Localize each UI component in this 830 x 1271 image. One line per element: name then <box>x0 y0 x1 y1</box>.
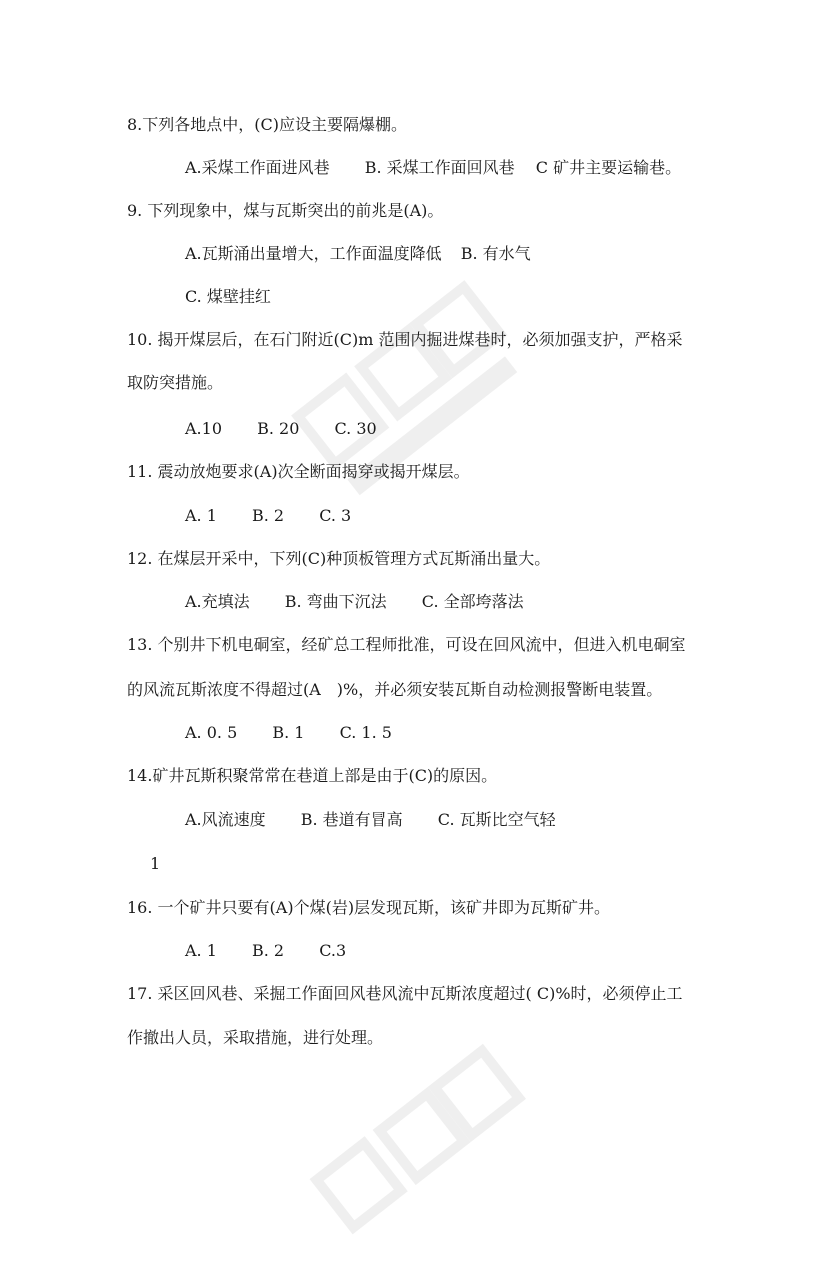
option-a: A.瓦斯涌出量增大，工作面温度降低 <box>185 244 442 263</box>
question-10-line-1: 10. 揭开煤层后，在石门附近(C)m 范围内掘进煤巷时，必须加强支护，严格采 <box>127 330 683 349</box>
question-12-options <box>185 591 524 613</box>
option-b: B. 采煤工作面回风巷 <box>364 158 515 177</box>
option-c: C. 3 <box>319 506 352 525</box>
option-b: B. 2 <box>252 941 285 960</box>
option-b: B. 2 <box>252 506 285 525</box>
option-a: A.10 <box>185 419 222 438</box>
option-c: C. 全部垮落法 <box>421 592 524 611</box>
option-c: C 矿井主要运输巷。 <box>535 158 682 177</box>
option-b: B. 有水气 <box>460 244 531 263</box>
question-12: 12. 在煤层开采中，下列(C)种顶板管理方式瓦斯涌出量大。 <box>127 549 551 568</box>
question-13-options <box>185 722 392 744</box>
question-9-option-c: C. 煤壁挂红 <box>185 287 271 306</box>
option-b: B. 20 <box>257 419 300 438</box>
question-17-line-1: 17. 采区回风巷、采掘工作面回风巷风流中瓦斯浓度超过( C)%时，必须停止工 <box>127 984 683 1003</box>
question-16: 16. 一个矿井只要有(A)个煤(岩)层发现瓦斯，该矿井即为瓦斯矿井。 <box>127 898 611 917</box>
option-c: C. 30 <box>334 419 377 438</box>
page-number: 1 <box>150 854 161 873</box>
question-13-line-2: 的风流瓦斯浓度不得超过(A )%，并必须安装瓦斯自动检测报警断电装置。 <box>127 680 663 699</box>
option-c: C.3 <box>319 941 347 960</box>
option-a: A.充填法 <box>185 592 250 611</box>
option-c: C. 1. 5 <box>339 723 392 742</box>
option-c: C. 瓦斯比空气轻 <box>437 810 556 829</box>
question-8-options <box>185 157 681 179</box>
option-a: A. 1 <box>185 941 217 960</box>
option-b: B. 弯曲下沉法 <box>284 592 387 611</box>
question-17-line-2: 作撤出人员，采取措施，进行处理。 <box>127 1028 384 1047</box>
question-8: 8.下列各地点中，(C)应设主要隔爆棚。 <box>127 115 407 134</box>
question-16-options <box>185 940 346 962</box>
question-11-options <box>185 505 351 527</box>
option-a: A.采煤工作面进风巷 <box>185 158 330 177</box>
question-10-options <box>185 418 377 440</box>
question-10-line-2: 取防突措施。 <box>127 373 224 392</box>
option-a: A.风流速度 <box>185 810 266 829</box>
watermark-logo-bottom <box>288 1029 551 1271</box>
option-a: A. 1 <box>185 506 217 525</box>
question-9: 9. 下列现象中，煤与瓦斯突出的前兆是(A)。 <box>127 201 444 220</box>
question-14-options <box>185 809 556 831</box>
option-a: A. 0. 5 <box>185 723 238 742</box>
option-b: B. 1 <box>272 723 305 742</box>
question-13-line-1: 13. 个别井下机电硐室，经矿总工程师批准，可设在回风流中，但进入机电硐室 <box>127 635 686 654</box>
question-9-options <box>185 243 531 265</box>
question-11: 11. 震动放炮要求(A)次全断面揭穿或揭开煤层。 <box>127 462 470 481</box>
question-14: 14.矿井瓦斯积聚常常在巷道上部是由于(C)的原因。 <box>127 766 498 785</box>
option-b: B. 巷道有冒高 <box>300 810 403 829</box>
